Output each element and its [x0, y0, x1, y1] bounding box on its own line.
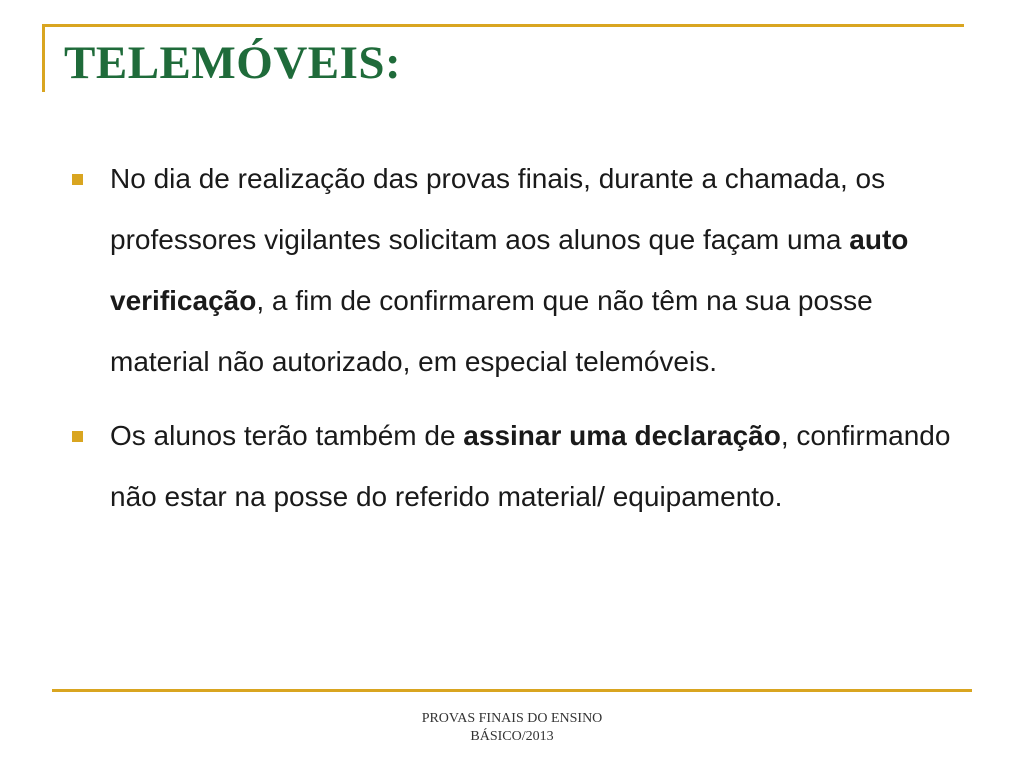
bold-phrase: assinar uma declaração	[463, 420, 781, 451]
left-border-line	[42, 24, 45, 92]
bullet-item	[70, 405, 970, 527]
top-border-line	[42, 24, 964, 27]
bullet-list	[70, 148, 970, 540]
square-bullet-icon	[72, 431, 83, 442]
bullet-item	[70, 148, 970, 392]
square-bullet-icon	[72, 174, 83, 185]
bottom-border-line	[52, 689, 972, 692]
footer-line: BÁSICO/2013	[470, 729, 554, 744]
slide-title: TELEMÓVEIS:	[64, 37, 402, 89]
bold-phrase: auto verificação	[110, 224, 909, 316]
footer-line: PROVAS FINAIS DO ENSINO	[421, 711, 603, 726]
bullet-text: No dia de realização das provas finais, durante a chamada, os professores vigilantes solicitam aos alunos que façam uma	[110, 163, 886, 255]
bullet-text: Os alunos terão também de	[110, 420, 464, 451]
bullet-text: , confirmando não estar na posse do referido material/ equipamento.	[110, 420, 951, 512]
slide-footer	[362, 710, 662, 746]
bullet-text: , a fim de confirmarem que não têm na sua posse material não autorizado, em especial telemóveis.	[110, 285, 873, 377]
